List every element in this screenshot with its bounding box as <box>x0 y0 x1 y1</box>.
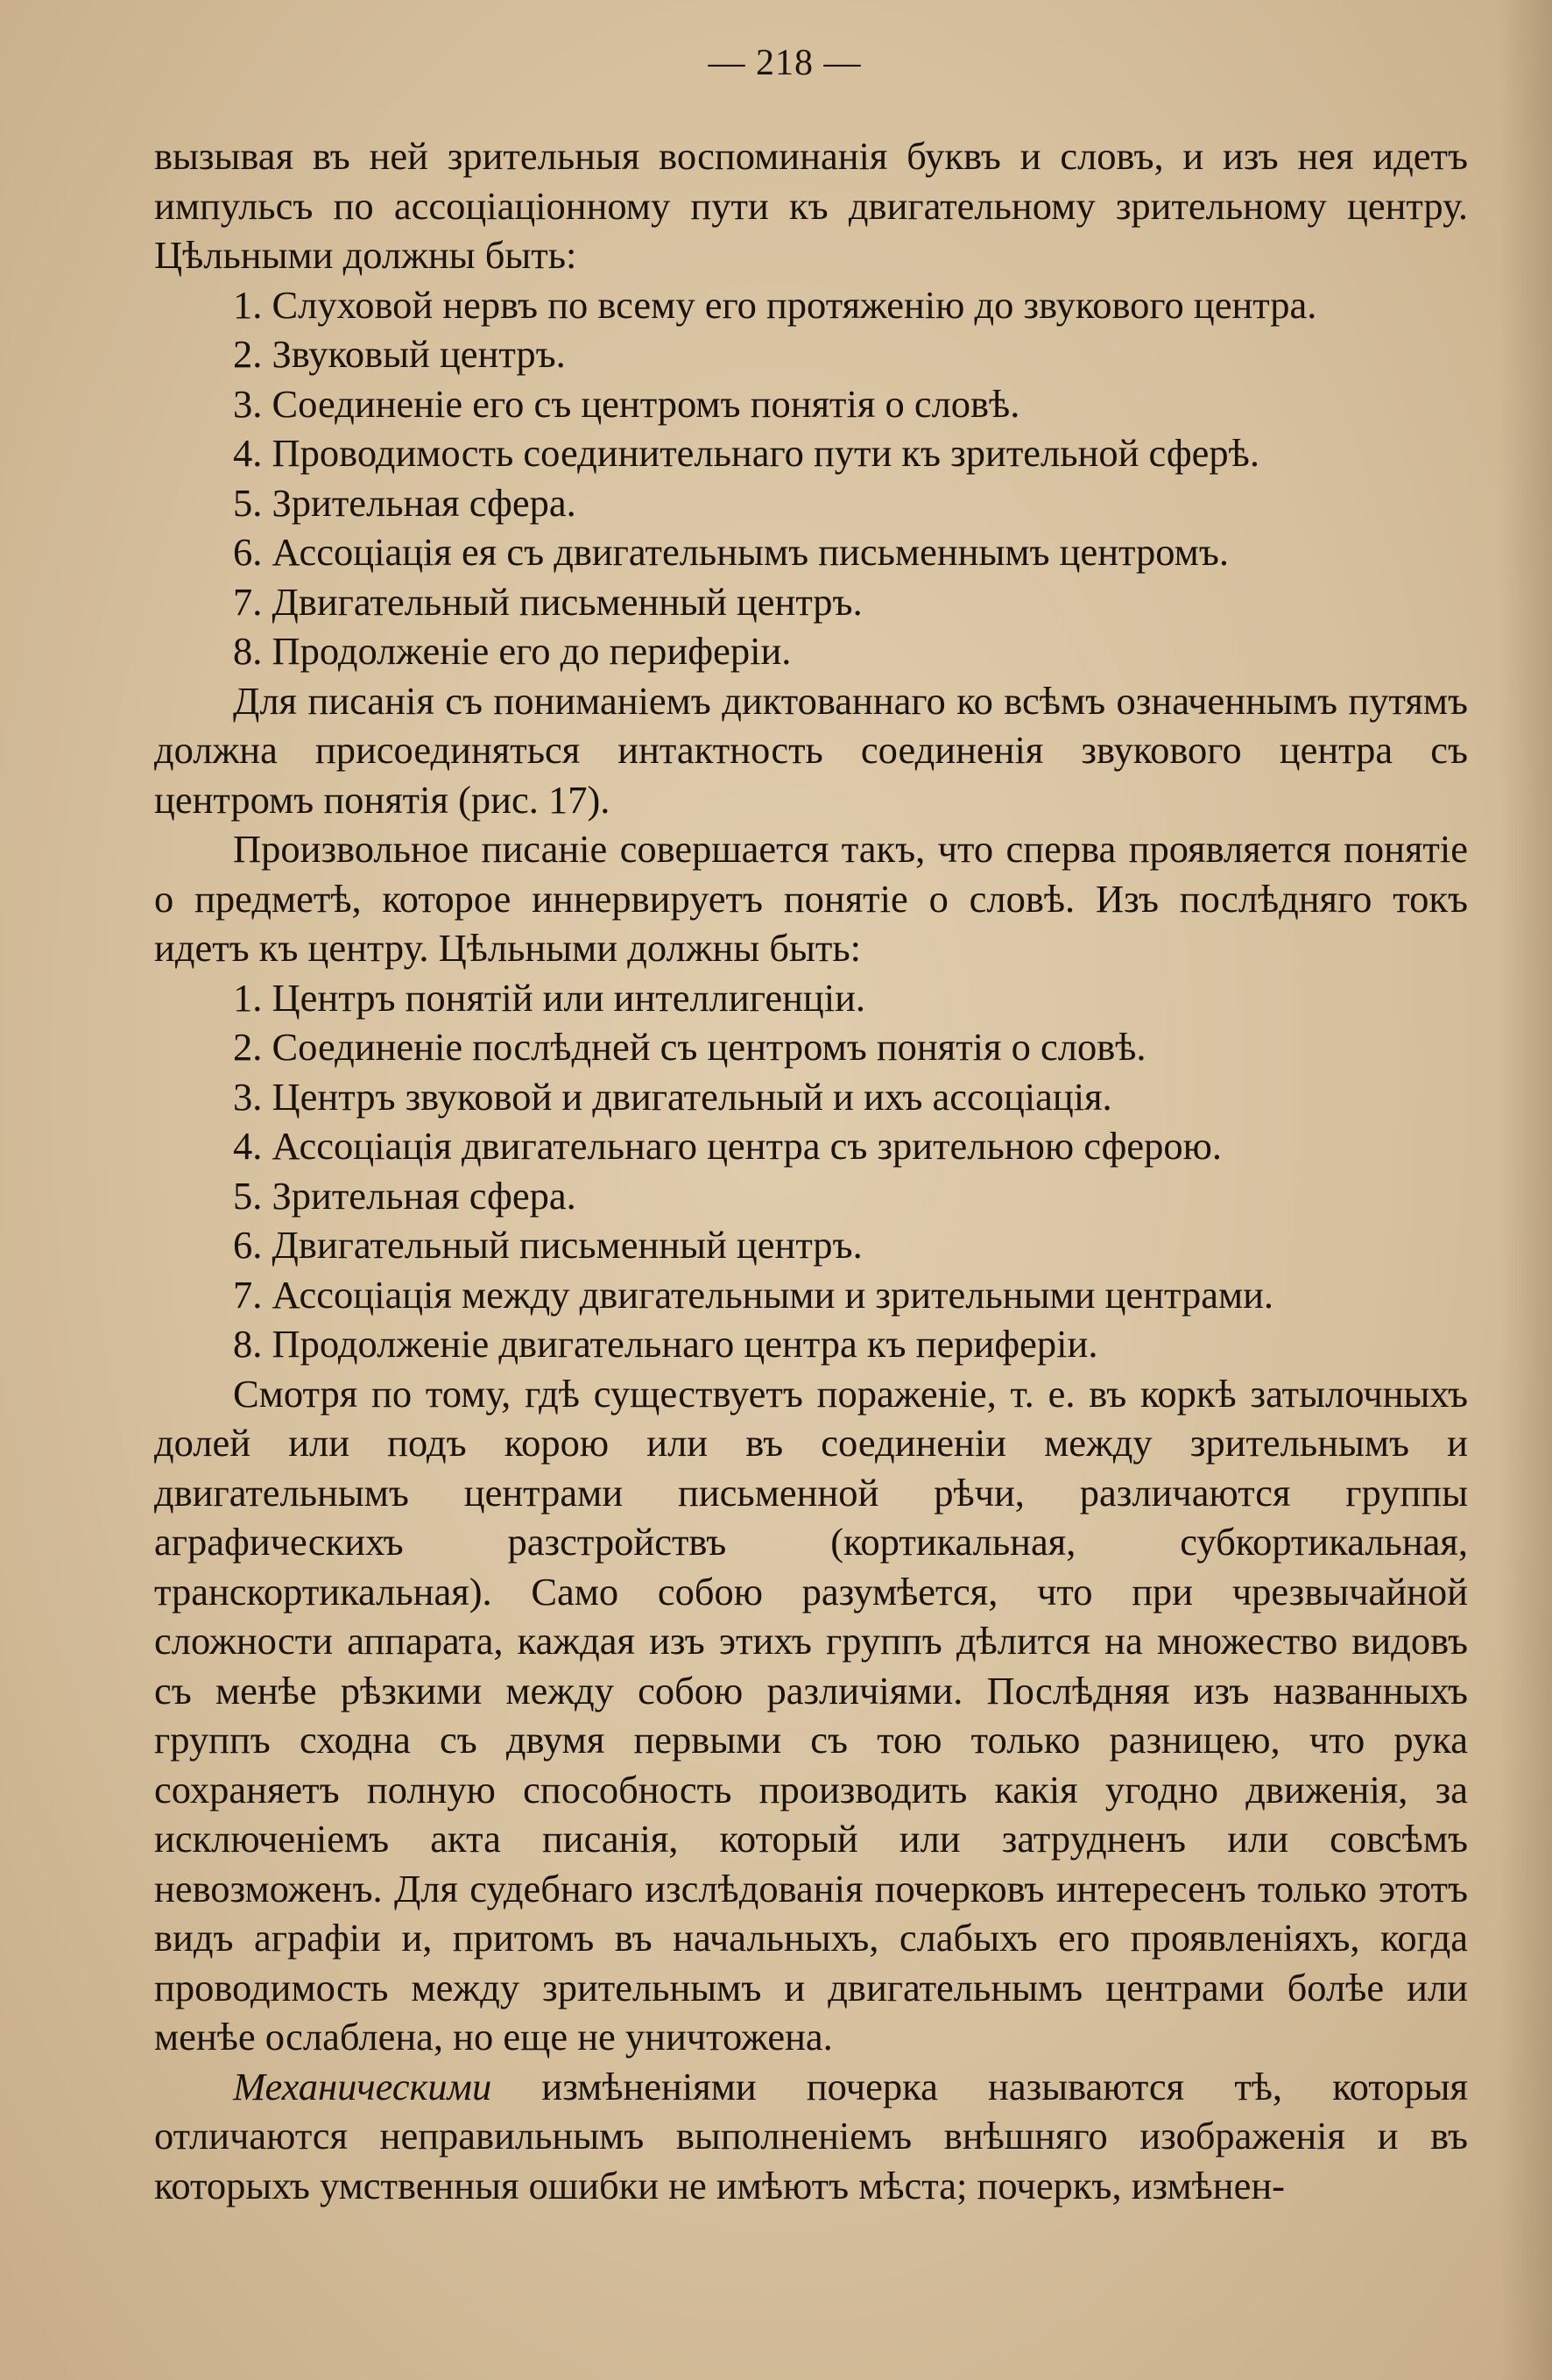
page-body <box>154 131 1468 2210</box>
italic-term: Механическими <box>233 2064 492 2108</box>
list-item: 2. Соединеніе послѣдней съ центромъ понятія о словѣ. <box>233 1025 1146 1069</box>
list-item: 8. Продолженіе двигательнаго центра къ периферіи. <box>233 1322 1098 1366</box>
list-item: 6. Двигательный письменный центръ. <box>233 1223 863 1267</box>
list-item: 7. Двигательный письменный центръ. <box>233 579 863 624</box>
paragraph-voluntary-writing: Произвольное писаніе совершается такъ, что сперва проявляется понятіе о предметѣ, которое иннервируетъ понятіе о словѣ. Изъ послѣдняго токъ идетъ къ центру. Цѣльными должны быть: <box>154 827 1468 970</box>
list-dictation-conditions <box>154 280 1468 676</box>
list-item: 4. Проводимость соединительнаго пути къ зрительной сферѣ. <box>233 431 1259 475</box>
list-item: 8. Продолженіе его до периферіи. <box>233 629 792 673</box>
paragraph-mechanical-changes <box>154 2062 1468 2211</box>
list-item: 1. Центръ понятій или интеллигенціи. <box>233 975 866 1020</box>
paragraph-agraphia-groups: Смотря по тому, гдѣ существуетъ пораженіе, т. е. въ коркѣ затылочныхъ долей или подъ корою или въ соединеніи между зрительнымъ и двигательнымъ центрами письменной рѣчи, различаются группы аграфическихъ разстройствъ (кортикальная, субкортикальная, транскортикальная). Само собою разумѣется, что при чрезвычайной сложности аппарата, каждая изъ этихъ группъ дѣлится на множество видовъ съ менѣе рѣзкими между собою различіями. Послѣдняя изъ названныхъ группъ сходна съ двумя первыми съ тою только разницею, что рука сохраняетъ полную способность производить какія угодно движенія, за исключеніемъ акта писанія, который или затрудненъ или совсѣмъ невозможенъ. Для судебнаго изслѣдованія почерковъ интересенъ только этотъ видъ аграфіи и, притомъ въ начальныхъ, слабыхъ его проявленіяхъ, когда проводимость между зрительнымъ и двигательнымъ центрами болѣе или менѣе ослаблена, но еще не уничтожена. <box>154 1371 1468 2059</box>
list-item: 7. Ассоціація между двигательными и зрительными центрами. <box>233 1272 1274 1317</box>
list-item: 1. Слуховой нервъ по всему его протяженію до звукового центра. <box>233 282 1317 327</box>
list-item: 3. Соединеніе его съ центромъ понятія о словѣ. <box>233 381 1020 426</box>
list-item: 3. Центръ звуковой и двигательный и ихъ ассоціація. <box>233 1074 1112 1119</box>
list-item: 6. Ассоціація ея съ двигательнымъ письменнымъ центромъ. <box>233 530 1229 574</box>
list-item: 5. Зрительная сфера. <box>233 1173 576 1218</box>
list-item: 5. Зрительная сфера. <box>233 480 576 525</box>
list-item: 4. Ассоціація двигательнаго центра съ зрительною сферою. <box>233 1124 1222 1168</box>
paragraph-text: измѣненіями почерка называются тѣ, которыя отличаются неправильнымъ выполненіемъ внѣшняго изображенія и въ которыхъ умственныя ошибки не имѣютъ мѣста; почеркъ, измѣнен- <box>154 2064 1468 2207</box>
list-item: 2. Звуковый центръ. <box>233 332 566 376</box>
page-number: — 218 — <box>708 43 862 83</box>
paragraph-dictation-understanding: Для писанія съ пониманіемъ диктованнаго ко всѣмъ означеннымъ путямъ должна присоединяться интактность соединенія звукового центра съ центромъ понятія (рис. 17). <box>154 678 1468 822</box>
paragraph-intro: вызывая въ ней зрительныя воспоминанія буквъ и словъ, и изъ нея идетъ импульсъ по ассоціаціонному пути къ двигательному зрительному центру. Цѣльными должны быть: <box>154 134 1468 277</box>
list-voluntary-conditions <box>154 973 1468 1369</box>
